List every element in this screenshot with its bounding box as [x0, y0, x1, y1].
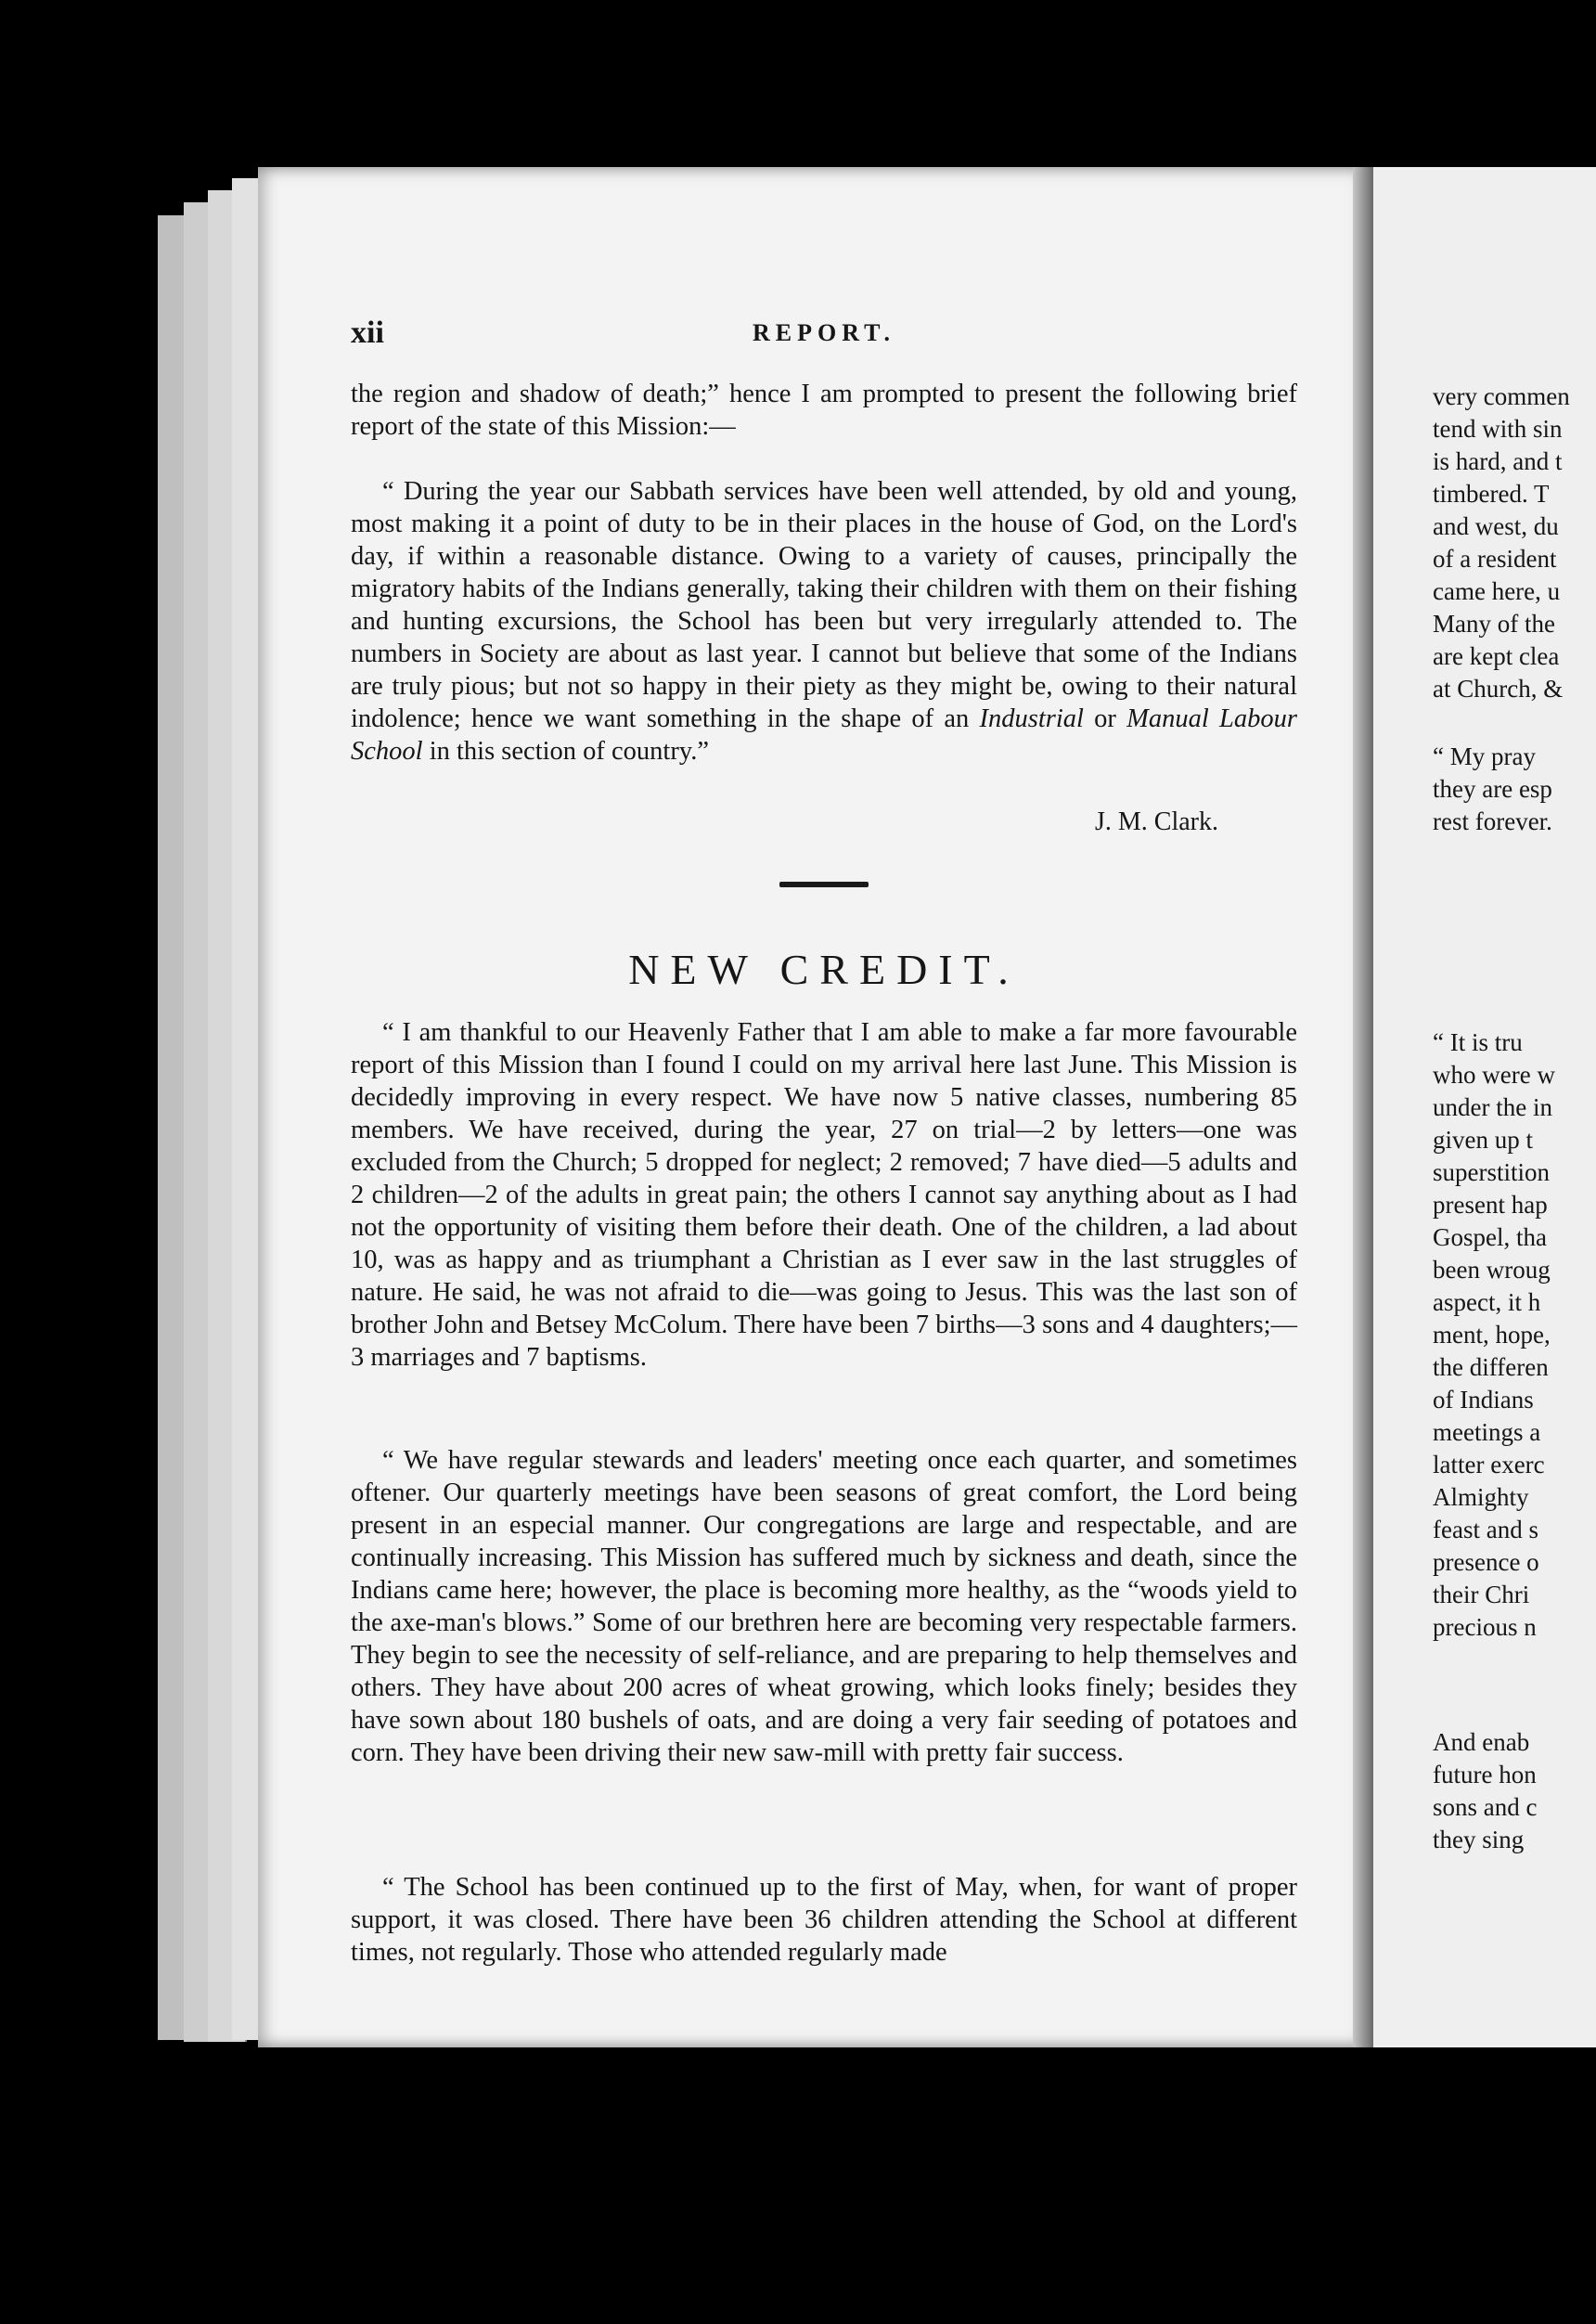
- right-page-line: Almighty: [1433, 1483, 1529, 1511]
- right-page-line: present hap: [1433, 1191, 1548, 1219]
- paragraph-text: “ We have regular stewards and leaders' meeting once each quarter, and sometimes oftener. Our quarterly meetings have been seasons of great comfort, the Lord being present in an especial manner. Our congregations are large and respectable, and are continually increasing. This Mission has suffered much by sickness and death, since the Indians came here; however, the place is becoming more healthy, as the “woods yield to the axe-man's blows.” Some of our brethren here are becoming very respectable farmers. They begin to see the necessity of self-reliance, and are preparing to help themselves and others. They have about 200 acres of wheat growing, which looks finely; besides they have sown about 180 bushels of oats, and are doing a very fair seeding of potatoes and corn. They have been driving their new saw-mill with pretty fair success.: [351, 1446, 1297, 1767]
- running-head: REPORT.: [753, 319, 895, 346]
- page-header: [351, 316, 1297, 353]
- right-page-line: very commen: [1433, 382, 1570, 410]
- quote-text: [351, 475, 1297, 768]
- right-page-line: of Indians: [1433, 1386, 1534, 1414]
- intro-paragraph: [351, 378, 1297, 443]
- book-gutter: [1353, 167, 1373, 2047]
- right-page-line: at Church, &: [1433, 675, 1564, 703]
- right-page-line: Many of the: [1433, 610, 1555, 638]
- right-page-line: ment, hope,: [1433, 1321, 1551, 1349]
- right-page-line: is hard, and t: [1433, 447, 1563, 475]
- right-page-line: rest forever.: [1433, 807, 1552, 835]
- right-page-line: presence o: [1433, 1548, 1539, 1576]
- right-page-line: feast and s: [1433, 1516, 1538, 1543]
- signature: J. M. Clark.: [1095, 807, 1218, 836]
- right-page-line: and west, du: [1433, 512, 1559, 540]
- right-page-line: came here, u: [1433, 577, 1561, 605]
- quote-text-main: “ During the year our Sabbath services have been well attended, by old and young, most making it a point of duty to be in their places in the house of God, on the Lord's day, if within a reasonable distance. Owing to a variety of causes, principally the migratory habits of the Indians generally, taking their children with them on their fishing and hunting excursions, the School has been but very irregularly attended to. The numbers in Society are about as last year. I cannot but believe that some of the Indians are truly pious; but not so happy in their piety as they might be, owing to their natural indolence; hence we want something in the shape of an: [351, 477, 1297, 733]
- paragraph-text: “ I am thankful to our Heavenly Father that I am able to make a far more favourable report of this Mission than I found I could on my arrival here last June. This Mission is decidedly improving in every respect. We have now 5 native classes, numbering 85 members. We have received, during the year, 27 on trial—2 by letters—one was excluded from the Church; 5 dropped for neglect; 2 removed; 7 have died—5 adults and 2 children—2 of the adults in great pain; the others I cannot say anything about as I had not the opportunity of visiting them before their death. One of the children, a lad about 10, was as happy and as triumphant a Christian as I ever saw in the last struggles of nature. He said, he was not afraid to die—was going to Jesus. This was the last son of brother John and Betsey McColum. There have been 7 births—3 sons and 4 daughters;—3 marriages and 7 baptisms.: [351, 1018, 1297, 1372]
- body-paragraph: [351, 1871, 1297, 1969]
- right-page-line: superstition: [1433, 1158, 1550, 1186]
- right-page-line: precious n: [1433, 1613, 1537, 1641]
- right-page-line: who were w: [1433, 1061, 1555, 1089]
- right-page-line: “ My pray: [1433, 742, 1536, 770]
- right-page-line: And enab: [1433, 1728, 1530, 1756]
- quote-text-end: in this section of country.”: [422, 737, 709, 766]
- right-page-line: are kept clea: [1433, 642, 1560, 670]
- page-number: xii: [351, 316, 384, 350]
- right-page-line: aspect, it h: [1433, 1288, 1541, 1316]
- right-page-line: they sing: [1433, 1826, 1525, 1853]
- body-paragraph: [351, 1444, 1297, 1769]
- right-page-line: sons and c: [1433, 1793, 1538, 1821]
- right-page-line: their Chri: [1433, 1581, 1530, 1608]
- right-page-line: timbered. T: [1433, 480, 1550, 508]
- right-page-line: under the in: [1433, 1093, 1552, 1121]
- quote-italic-industrial: Industrial: [979, 704, 1084, 733]
- right-page-line: meetings a: [1433, 1418, 1541, 1446]
- right-page-line: latter exerc: [1433, 1451, 1545, 1478]
- paragraph-text: “ The School has been continued up to the first of May, when, for want of proper support, it was closed. There have been 36 children attending the School at different times, not regularly. Those who attended regularly made: [351, 1873, 1297, 1967]
- right-page-line: Gospel, tha: [1433, 1223, 1547, 1251]
- section-divider: [779, 882, 869, 887]
- intro-text: the region and shadow of death;” hence I am prompted to present the following brief report of the state of this Mission:—: [351, 380, 1297, 441]
- body-paragraph: [351, 1016, 1297, 1374]
- right-page-line: “ It is tru: [1433, 1028, 1523, 1056]
- right-page-line: tend with sin: [1433, 415, 1563, 443]
- right-page-line: given up t: [1433, 1126, 1533, 1154]
- right-page-line: they are esp: [1433, 775, 1552, 803]
- quote-italic-manual-labour: Manual Labour School: [351, 704, 1297, 766]
- right-page-line: the differen: [1433, 1353, 1549, 1381]
- quote-or: or: [1083, 704, 1127, 733]
- right-page-line: been wroug: [1433, 1256, 1551, 1284]
- section-title: NEW CREDIT.: [628, 946, 1020, 993]
- right-page-line: of a resident: [1433, 545, 1557, 573]
- right-page-line: future hon: [1433, 1761, 1537, 1788]
- quote-paragraph: [351, 475, 1297, 768]
